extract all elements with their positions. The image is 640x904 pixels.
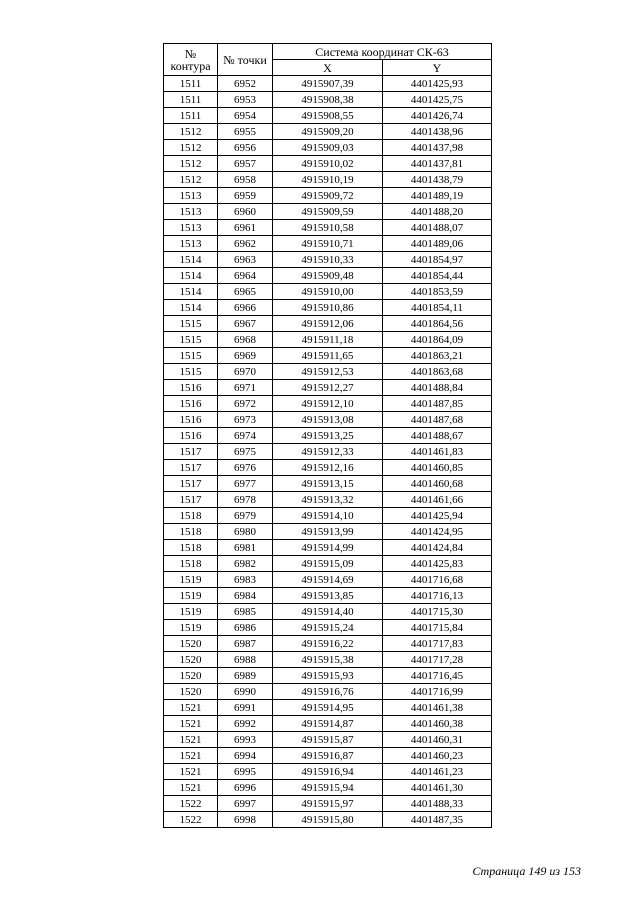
x-cell: 4915916,22 — [273, 636, 383, 652]
y-cell: 4401461,38 — [383, 700, 492, 716]
point-cell: 6965 — [218, 284, 273, 300]
x-cell: 4915912,27 — [273, 380, 383, 396]
x-cell: 4915912,33 — [273, 444, 383, 460]
y-cell: 4401461,30 — [383, 780, 492, 796]
point-cell: 6964 — [218, 268, 273, 284]
point-cell: 6996 — [218, 780, 273, 796]
point-cell: 6986 — [218, 620, 273, 636]
point-cell: 6987 — [218, 636, 273, 652]
contour-cell: 1516 — [164, 428, 218, 444]
contour-cell: 1515 — [164, 348, 218, 364]
x-cell: 4915910,33 — [273, 252, 383, 268]
table-row — [164, 700, 492, 716]
y-cell: 4401854,11 — [383, 300, 492, 316]
contour-cell: 1514 — [164, 284, 218, 300]
y-cell: 4401488,67 — [383, 428, 492, 444]
contour-cell: 1515 — [164, 332, 218, 348]
contour-cell: 1514 — [164, 300, 218, 316]
table-row — [164, 140, 492, 156]
contour-cell: 1519 — [164, 604, 218, 620]
table-body — [164, 76, 492, 828]
contour-cell: 1517 — [164, 476, 218, 492]
point-cell: 6972 — [218, 396, 273, 412]
table-row — [164, 572, 492, 588]
y-cell: 4401488,20 — [383, 204, 492, 220]
y-cell: 4401425,75 — [383, 92, 492, 108]
y-cell: 4401487,68 — [383, 412, 492, 428]
contour-cell: 1515 — [164, 316, 218, 332]
point-cell: 6982 — [218, 556, 273, 572]
y-cell: 4401716,13 — [383, 588, 492, 604]
contour-cell: 1520 — [164, 636, 218, 652]
table-row — [164, 732, 492, 748]
x-cell: 4915910,58 — [273, 220, 383, 236]
y-cell: 4401426,74 — [383, 108, 492, 124]
x-cell: 4915909,03 — [273, 140, 383, 156]
contour-cell: 1513 — [164, 204, 218, 220]
table-row — [164, 332, 492, 348]
x-cell: 4915916,76 — [273, 684, 383, 700]
x-cell: 4915915,09 — [273, 556, 383, 572]
x-cell: 4915911,65 — [273, 348, 383, 364]
x-cell: 4915916,94 — [273, 764, 383, 780]
y-cell: 4401717,28 — [383, 652, 492, 668]
table-row — [164, 604, 492, 620]
y-cell: 4401460,31 — [383, 732, 492, 748]
contour-number-header — [164, 44, 218, 76]
table-row — [164, 412, 492, 428]
point-cell: 6962 — [218, 236, 273, 252]
point-cell: 6967 — [218, 316, 273, 332]
y-cell: 4401487,85 — [383, 396, 492, 412]
contour-cell: 1522 — [164, 812, 218, 828]
y-cell: 4401489,06 — [383, 236, 492, 252]
contour-cell: 1518 — [164, 524, 218, 540]
table-row — [164, 780, 492, 796]
table-row — [164, 284, 492, 300]
y-cell: 4401425,83 — [383, 556, 492, 572]
table-row — [164, 188, 492, 204]
table-row — [164, 156, 492, 172]
point-cell: 6953 — [218, 92, 273, 108]
x-cell: 4915914,10 — [273, 508, 383, 524]
table-row — [164, 268, 492, 284]
y-cell: 4401716,68 — [383, 572, 492, 588]
contour-cell: 1513 — [164, 220, 218, 236]
table-row — [164, 540, 492, 556]
x-cell: 4915910,00 — [273, 284, 383, 300]
x-cell: 4915915,97 — [273, 796, 383, 812]
table-row — [164, 380, 492, 396]
x-cell: 4915909,48 — [273, 268, 383, 284]
contour-cell: 1521 — [164, 732, 218, 748]
x-cell: 4915915,93 — [273, 668, 383, 684]
table-row — [164, 428, 492, 444]
y-cell: 4401853,59 — [383, 284, 492, 300]
x-cell: 4915908,55 — [273, 108, 383, 124]
y-cell: 4401437,81 — [383, 156, 492, 172]
table-row — [164, 492, 492, 508]
point-cell: 6983 — [218, 572, 273, 588]
table-row — [164, 588, 492, 604]
point-number-header: № точки — [218, 44, 273, 76]
point-cell: 6988 — [218, 652, 273, 668]
contour-cell: 1516 — [164, 396, 218, 412]
table-row — [164, 204, 492, 220]
x-cell: 4915907,39 — [273, 76, 383, 92]
point-cell: 6975 — [218, 444, 273, 460]
x-cell: 4915910,19 — [273, 172, 383, 188]
table-row — [164, 652, 492, 668]
y-cell: 4401864,56 — [383, 316, 492, 332]
contour-cell: 1515 — [164, 364, 218, 380]
point-cell: 6952 — [218, 76, 273, 92]
table-row — [164, 556, 492, 572]
point-cell: 6981 — [218, 540, 273, 556]
table-row — [164, 620, 492, 636]
point-cell: 6984 — [218, 588, 273, 604]
table-row — [164, 444, 492, 460]
y-cell: 4401863,21 — [383, 348, 492, 364]
contour-cell: 1511 — [164, 76, 218, 92]
table-row — [164, 796, 492, 812]
contour-cell: 1514 — [164, 268, 218, 284]
contour-cell: 1520 — [164, 684, 218, 700]
coordinate-system-header: Система координат СК-63 — [273, 44, 492, 60]
table-row — [164, 668, 492, 684]
point-cell: 6974 — [218, 428, 273, 444]
y-cell: 4401425,93 — [383, 76, 492, 92]
contour-cell: 1512 — [164, 140, 218, 156]
y-cell: 4401488,84 — [383, 380, 492, 396]
x-cell: 4915909,72 — [273, 188, 383, 204]
table-row — [164, 76, 492, 92]
y-cell: 4401715,84 — [383, 620, 492, 636]
y-cell: 4401438,96 — [383, 124, 492, 140]
y-cell: 4401488,33 — [383, 796, 492, 812]
point-cell: 6977 — [218, 476, 273, 492]
y-cell: 4401437,98 — [383, 140, 492, 156]
table-row — [164, 524, 492, 540]
point-cell: 6969 — [218, 348, 273, 364]
contour-cell: 1518 — [164, 556, 218, 572]
y-cell: 4401424,84 — [383, 540, 492, 556]
table-row — [164, 220, 492, 236]
y-cell: 4401854,97 — [383, 252, 492, 268]
table-row — [164, 748, 492, 764]
y-cell: 4401487,35 — [383, 812, 492, 828]
table-row — [164, 172, 492, 188]
table-row — [164, 108, 492, 124]
contour-cell: 1513 — [164, 236, 218, 252]
table-row — [164, 764, 492, 780]
x-cell: 4915915,24 — [273, 620, 383, 636]
contour-cell: 1520 — [164, 668, 218, 684]
y-cell: 4401461,23 — [383, 764, 492, 780]
y-cell: 4401715,30 — [383, 604, 492, 620]
table-row — [164, 716, 492, 732]
point-cell: 6980 — [218, 524, 273, 540]
contour-cell: 1512 — [164, 156, 218, 172]
coordinates-table — [163, 43, 492, 828]
table-row — [164, 92, 492, 108]
point-cell: 6989 — [218, 668, 273, 684]
y-cell: 4401460,38 — [383, 716, 492, 732]
contour-cell: 1512 — [164, 172, 218, 188]
y-cell: 4401425,94 — [383, 508, 492, 524]
x-cell: 4915910,02 — [273, 156, 383, 172]
x-cell: 4915909,20 — [273, 124, 383, 140]
x-cell: 4915913,32 — [273, 492, 383, 508]
x-cell: 4915913,85 — [273, 588, 383, 604]
point-cell: 6959 — [218, 188, 273, 204]
y-cell: 4401864,09 — [383, 332, 492, 348]
x-cell: 4915910,71 — [273, 236, 383, 252]
point-cell: 6957 — [218, 156, 273, 172]
point-cell: 6958 — [218, 172, 273, 188]
table-row — [164, 252, 492, 268]
contour-cell: 1517 — [164, 460, 218, 476]
point-cell: 6978 — [218, 492, 273, 508]
x-cell: 4915914,69 — [273, 572, 383, 588]
contour-cell: 1522 — [164, 796, 218, 812]
table-row — [164, 508, 492, 524]
contour-cell: 1520 — [164, 652, 218, 668]
contour-cell: 1521 — [164, 764, 218, 780]
point-cell: 6990 — [218, 684, 273, 700]
x-cell: 4915915,87 — [273, 732, 383, 748]
table-row — [164, 636, 492, 652]
point-cell: 6994 — [218, 748, 273, 764]
y-cell: 4401489,19 — [383, 188, 492, 204]
y-cell: 4401863,68 — [383, 364, 492, 380]
point-cell: 6979 — [218, 508, 273, 524]
point-cell: 6993 — [218, 732, 273, 748]
y-column-header: Y — [383, 60, 492, 76]
x-cell: 4915915,80 — [273, 812, 383, 828]
x-cell: 4915912,53 — [273, 364, 383, 380]
point-cell: 6961 — [218, 220, 273, 236]
page-number: Страница 149 из 153 — [472, 864, 581, 878]
y-cell: 4401424,95 — [383, 524, 492, 540]
y-cell: 4401854,44 — [383, 268, 492, 284]
point-cell: 6960 — [218, 204, 273, 220]
contour-cell: 1521 — [164, 780, 218, 796]
point-cell: 6955 — [218, 124, 273, 140]
x-cell: 4915909,59 — [273, 204, 383, 220]
x-cell: 4915915,94 — [273, 780, 383, 796]
contour-cell: 1518 — [164, 540, 218, 556]
y-cell: 4401438,79 — [383, 172, 492, 188]
contour-cell: 1511 — [164, 92, 218, 108]
x-cell: 4915914,95 — [273, 700, 383, 716]
y-cell: 4401460,68 — [383, 476, 492, 492]
point-cell: 6956 — [218, 140, 273, 156]
table-row — [164, 396, 492, 412]
contour-cell: 1519 — [164, 620, 218, 636]
contour-cell: 1512 — [164, 124, 218, 140]
table-row — [164, 476, 492, 492]
x-cell: 4915913,99 — [273, 524, 383, 540]
point-cell: 6966 — [218, 300, 273, 316]
x-cell: 4915914,40 — [273, 604, 383, 620]
contour-header-line1: № — [184, 46, 197, 61]
x-cell: 4915914,87 — [273, 716, 383, 732]
x-cell: 4915910,86 — [273, 300, 383, 316]
contour-cell: 1519 — [164, 588, 218, 604]
point-cell: 6973 — [218, 412, 273, 428]
point-cell: 6968 — [218, 332, 273, 348]
contour-cell: 1516 — [164, 380, 218, 396]
table-row — [164, 236, 492, 252]
contour-cell: 1511 — [164, 108, 218, 124]
x-cell: 4915915,38 — [273, 652, 383, 668]
x-cell: 4915911,18 — [273, 332, 383, 348]
table-row — [164, 316, 492, 332]
point-cell: 6991 — [218, 700, 273, 716]
table-row — [164, 364, 492, 380]
x-cell: 4915912,10 — [273, 396, 383, 412]
y-cell: 4401461,83 — [383, 444, 492, 460]
x-cell: 4915914,99 — [273, 540, 383, 556]
table-row — [164, 300, 492, 316]
y-cell: 4401717,83 — [383, 636, 492, 652]
y-cell: 4401460,85 — [383, 460, 492, 476]
x-cell: 4915913,25 — [273, 428, 383, 444]
table-row — [164, 348, 492, 364]
x-cell: 4915908,38 — [273, 92, 383, 108]
y-cell: 4401716,45 — [383, 668, 492, 684]
x-cell: 4915912,16 — [273, 460, 383, 476]
table-row — [164, 812, 492, 828]
table-row — [164, 460, 492, 476]
contour-cell: 1516 — [164, 412, 218, 428]
x-cell: 4915912,06 — [273, 316, 383, 332]
x-cell: 4915916,87 — [273, 748, 383, 764]
point-cell: 6970 — [218, 364, 273, 380]
contour-header-line2: контура — [170, 58, 211, 73]
y-cell: 4401716,99 — [383, 684, 492, 700]
point-cell: 6963 — [218, 252, 273, 268]
point-cell: 6954 — [218, 108, 273, 124]
table-row — [164, 684, 492, 700]
contour-cell: 1519 — [164, 572, 218, 588]
x-cell: 4915913,08 — [273, 412, 383, 428]
point-cell: 6985 — [218, 604, 273, 620]
contour-cell: 1518 — [164, 508, 218, 524]
contour-cell: 1514 — [164, 252, 218, 268]
contour-cell: 1517 — [164, 492, 218, 508]
x-cell: 4915913,15 — [273, 476, 383, 492]
table-row — [164, 124, 492, 140]
y-cell: 4401488,07 — [383, 220, 492, 236]
y-cell: 4401460,23 — [383, 748, 492, 764]
point-cell: 6998 — [218, 812, 273, 828]
contour-cell: 1521 — [164, 748, 218, 764]
point-cell: 6992 — [218, 716, 273, 732]
contour-cell: 1517 — [164, 444, 218, 460]
contour-cell: 1521 — [164, 700, 218, 716]
contour-cell: 1513 — [164, 188, 218, 204]
point-cell: 6971 — [218, 380, 273, 396]
point-cell: 6995 — [218, 764, 273, 780]
y-cell: 4401461,66 — [383, 492, 492, 508]
contour-cell: 1521 — [164, 716, 218, 732]
point-cell: 6997 — [218, 796, 273, 812]
x-column-header: X — [273, 60, 383, 76]
point-cell: 6976 — [218, 460, 273, 476]
